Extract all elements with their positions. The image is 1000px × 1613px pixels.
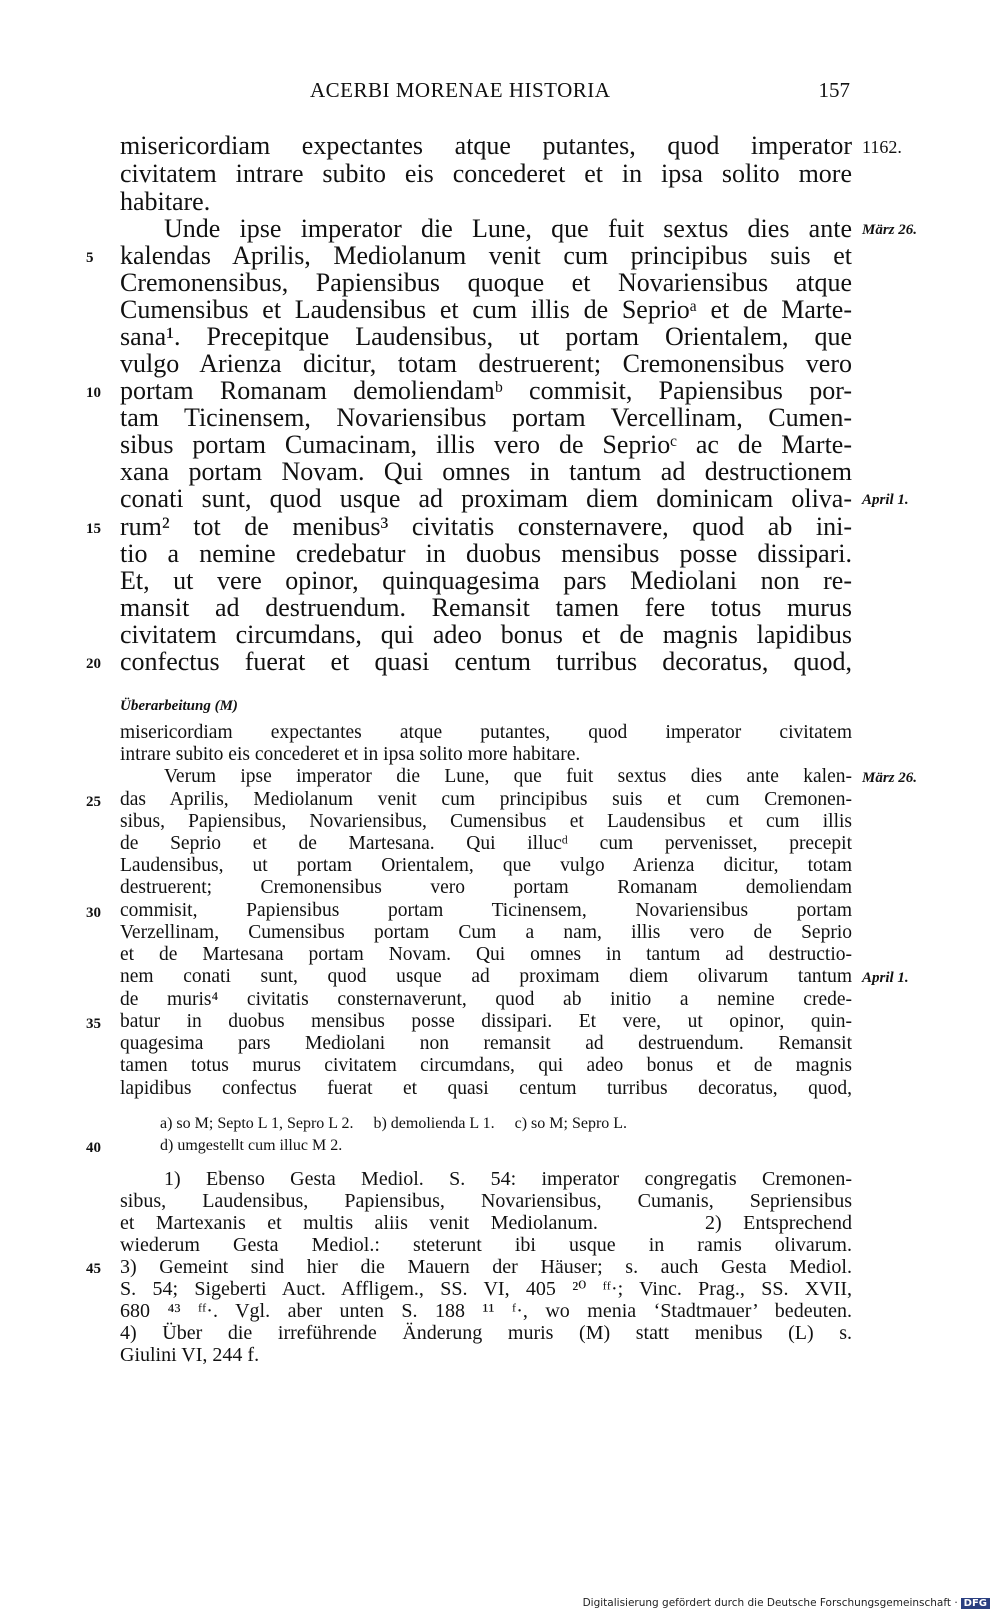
main-line-15: rum² tot de menibus³ civitatis consternavere, quod ab ini-: [120, 512, 852, 541]
rev-line-5: sibus, Papiensibus, Novariensibus, Cumensibus et Laudensibus et cum illis: [120, 811, 852, 832]
footnote-line-3: et Martexanis et multis aliis venit Mediolanum. 2) Entsprechend: [120, 1212, 852, 1234]
footnote-line-4: wiederum Gesta Mediol.: steterunt ibi usque in ramis olivarum.: [120, 1234, 852, 1256]
rev-line-13: de muris⁴ civitatis consternaverunt, quod ab initio a nemine crede-: [120, 989, 852, 1010]
line-number: 25: [86, 794, 101, 810]
footnote-line-2: sibus, Laudensibus, Papiensibus, Novariensibus, Cumanis, Sepriensibus: [120, 1190, 852, 1212]
rev-line-2: intrare subito eis concederet et in ipsa solito more habitare.: [120, 744, 581, 765]
main-line-13: xana portam Novam. Qui omnes in tantum ad destructionem: [120, 457, 852, 486]
rev-line-11: et de Martesana portam Novam. Qui omnes in tantum ad destructio-: [120, 944, 852, 965]
margin-date: März 26.: [862, 770, 918, 786]
running-header: [120, 78, 850, 108]
revision-heading: Überarbeitung (M): [120, 698, 238, 714]
main-line-7: Cumensibus et Laudensibus et cum illis de Seprioᵃ et de Marte-: [120, 295, 852, 324]
main-line-5: kalendas Aprilis, Mediolanum venit cum principibus suis et: [120, 241, 852, 270]
main-line-1: misericordiam expectantes atque putantes, quod imperator: [120, 131, 852, 160]
digitization-credit: [583, 1597, 990, 1609]
page-number: 157: [818, 78, 850, 102]
line-number: 30: [86, 905, 101, 921]
main-line-18: mansit ad destruendum. Remansit tamen fere totus murus: [120, 593, 852, 622]
main-line-19: civitatem circumdans, qui adeo bonus et de magnis lapidibus: [120, 620, 852, 649]
rev-line-10: Verzellinam, Cumensibus portam Cum a nam, illis vero de Seprio: [120, 922, 852, 943]
credit-text: Digitalisierung gefördert durch die Deutsche Forschungsgemeinschaft ·: [582, 1597, 958, 1609]
rev-line-4: das Aprilis, Mediolanum venit cum principibus suis et cum Cremonen-: [120, 789, 852, 810]
running-title: ACERBI MORENAE HISTORIA: [310, 78, 611, 102]
line-number: 5: [86, 250, 94, 266]
line-number: 10: [86, 385, 101, 401]
margin-date: April 1.: [862, 492, 909, 508]
footnote-line-1: 1) Ebenso Gesta Mediol. S. 54: imperator congregatis Cremonen-: [164, 1168, 852, 1190]
main-line-3: habitare.: [120, 187, 211, 216]
margin-date: März 26.: [862, 222, 918, 238]
line-number: 20: [86, 656, 101, 672]
footnote-line-7: 680 ⁴³ ᶠᶠ·. Vgl. aber unten S. 188 ¹¹ ᶠ·, wo menia ‘Stadtmauer’ bedeuten.: [120, 1300, 852, 1322]
rev-line-7: Laudensibus, ut portam Orientalem, que vulgo Arienza dicitur, totam: [120, 855, 852, 876]
main-line-16: tio a nemine credebatur in duobus mensibus posse dissipari.: [120, 539, 852, 568]
rev-line-8: destruerent; Cremonensibus vero portam Romanam demoliendam: [120, 877, 852, 898]
line-number: 40: [86, 1140, 101, 1156]
apparatus-line-2: d) umgestellt cum illuc M 2.: [160, 1137, 343, 1154]
main-line-2: civitatem intrare subito eis concederet et in ipsa solito more: [120, 159, 852, 188]
dfg-logo: DFG: [961, 1598, 990, 1609]
footnote-line-8: 4) Über die irreführende Änderung muris (M) statt menibus (L) s.: [120, 1322, 852, 1344]
main-line-12: sibus portam Cumacinam, illis vero de Seprioᶜ ac de Marte-: [120, 430, 852, 459]
apparatus-line-1: a) so M; Septo L 1, Sepro L 2. b) demolienda L 1. c) so M; Sepro L.: [160, 1115, 628, 1132]
rev-line-3: Verum ipse imperator die Lune, que fuit sextus dies ante kalen-: [164, 766, 852, 787]
margin-date: April 1.: [862, 970, 909, 986]
main-line-11: tam Ticinensem, Novariensibus portam Vercellinam, Cumen-: [120, 403, 852, 432]
main-line-9: vulgo Arienza dicitur, totam destruerent; Cremonensibus vero: [120, 349, 852, 378]
footnote-line-9: Giulini VI, 244 f.: [120, 1344, 260, 1366]
rev-line-14: batur in duobus mensibus posse dissipari. Et vere, ut opinor, quin-: [120, 1011, 852, 1032]
main-line-8: sana¹. Precepitque Laudensibus, ut portam Orientalem, que: [120, 322, 852, 351]
footnote-line-5: 3) Gemeint sind hier die Mauern der Häuser; s. auch Gesta Mediol.: [120, 1256, 852, 1278]
rev-line-6: de Seprio et de Martesana. Qui illucᵈ cum pervenisset, precepit: [120, 833, 852, 854]
main-line-17: Et, ut vere opinor, quinquagesima pars Mediolani non re-: [120, 566, 852, 595]
margin-year: 1162.: [862, 137, 902, 157]
main-line-10: portam Romanam demoliendamᵇ commisit, Papiensibus por-: [120, 376, 852, 405]
line-number: 35: [86, 1016, 101, 1032]
main-line-6: Cremonensibus, Papiensibus quoque et Novariensibus atque: [120, 268, 852, 297]
rev-line-1: misericordiam expectantes atque putantes, quod imperator civitatem: [120, 722, 852, 743]
line-number: 45: [86, 1261, 101, 1277]
main-line-14: conati sunt, quod usque ad proximam diem dominicam oliva-: [120, 484, 852, 513]
main-line-20: confectus fuerat et quasi centum turribus decoratus, quod,: [120, 647, 852, 676]
rev-line-16: tamen totus murus civitatem circumdans, qui adeo bonus et de magnis: [120, 1055, 852, 1076]
rev-line-15: quagesima pars Mediolani non remansit ad destruendum. Remansit: [120, 1033, 852, 1054]
rev-line-12: nem conati sunt, quod usque ad proximam diem olivarum tantum: [120, 966, 852, 987]
main-line-4: Unde ipse imperator die Lune, que fuit sextus dies ante: [164, 214, 852, 243]
footnote-line-6: S. 54; Sigeberti Auct. Affligem., SS. VI, 405 ²⁰ ᶠᶠ·; Vinc. Prag., SS. XVII,: [120, 1278, 852, 1300]
line-number: 15: [86, 521, 101, 537]
rev-line-17: lapidibus confectus fuerat et quasi centum turribus decoratus, quod,: [120, 1078, 852, 1099]
rev-line-9: commisit, Papiensibus portam Ticinensem, Novariensibus portam: [120, 900, 852, 921]
